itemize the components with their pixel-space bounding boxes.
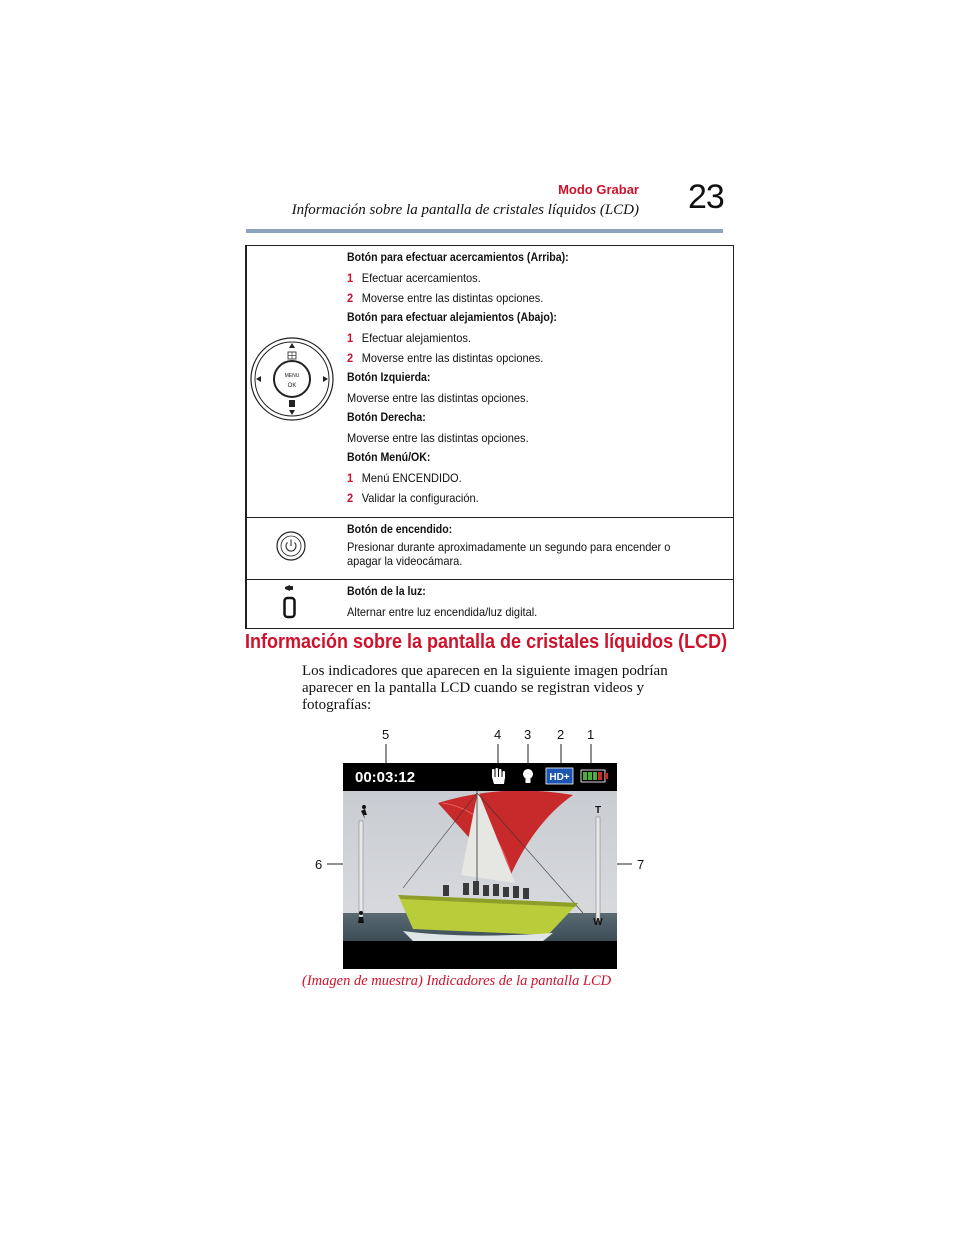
light-text: Alternar entre luz encendida/luz digital. xyxy=(347,605,538,619)
power-text: Presionar durante aproximadamente un segundo para encender o apagar la videocámara. xyxy=(347,540,671,568)
figure-caption: (Imagen de muestra) Indicadores de la pantalla LCD xyxy=(302,973,612,989)
right-text: Moverse entre las distintas opciones. xyxy=(347,431,529,445)
callout-3: 3 xyxy=(524,727,532,742)
header-section-title: Modo Grabar xyxy=(558,182,639,197)
callout-7: 7 xyxy=(637,857,645,872)
zoom-tele-label: T xyxy=(594,805,602,816)
power-heading: Botón de encendido: xyxy=(347,524,453,536)
up-heading: Botón para efectuar acercamientos (Arriba): xyxy=(347,252,569,264)
right-heading: Botón Derecha: xyxy=(347,412,426,424)
callout-6: 6 xyxy=(315,857,323,872)
page-number: 23 xyxy=(688,178,724,216)
lcd-sample-screen xyxy=(343,763,617,969)
left-text: Moverse entre las distintas opciones. xyxy=(347,391,529,405)
pad-menu-label: MENU xyxy=(284,373,300,379)
down-heading: Botón para efectuar alejamientos (Abajo): xyxy=(347,312,557,324)
callout-4: 4 xyxy=(494,727,502,742)
menu-heading: Botón Menú/OK: xyxy=(347,452,431,464)
light-heading: Botón de la luz: xyxy=(347,586,426,598)
list-item: 1 Menú ENCENDIDO. xyxy=(347,471,462,485)
list-item: 2 Validar la configuración. xyxy=(347,491,479,505)
list-item: 1 Efectuar alejamientos. xyxy=(347,331,471,345)
left-heading: Botón Izquierda: xyxy=(347,372,431,384)
pad-ok-label: OK xyxy=(287,383,297,389)
zoom-wide-label: W xyxy=(593,917,603,928)
timecode: 00:03:12 xyxy=(355,769,416,786)
callout-2: 2 xyxy=(557,727,565,742)
callout-1: 1 xyxy=(587,727,595,742)
section-title: Información sobre la pantalla de cristales líquidos (LCD) xyxy=(245,631,728,653)
hd-badge-label: HD+ xyxy=(549,772,570,783)
list-item: 2 Moverse entre las distintas opciones. xyxy=(347,351,544,365)
sailboat-photo xyxy=(343,763,617,969)
list-item: 1 Efectuar acercamientos. xyxy=(347,271,481,285)
list-item: 2 Moverse entre las distintas opciones. xyxy=(347,291,544,305)
callout-5: 5 xyxy=(382,727,390,742)
intro-paragraph: Los indicadores que aparecen en la siguiente imagen podrían aparecer en la pantalla LCD cuando se registran videos y fotografías: xyxy=(302,663,668,713)
header-subtitle: Información sobre la pantalla de cristales líquidos (LCD) xyxy=(291,202,639,218)
